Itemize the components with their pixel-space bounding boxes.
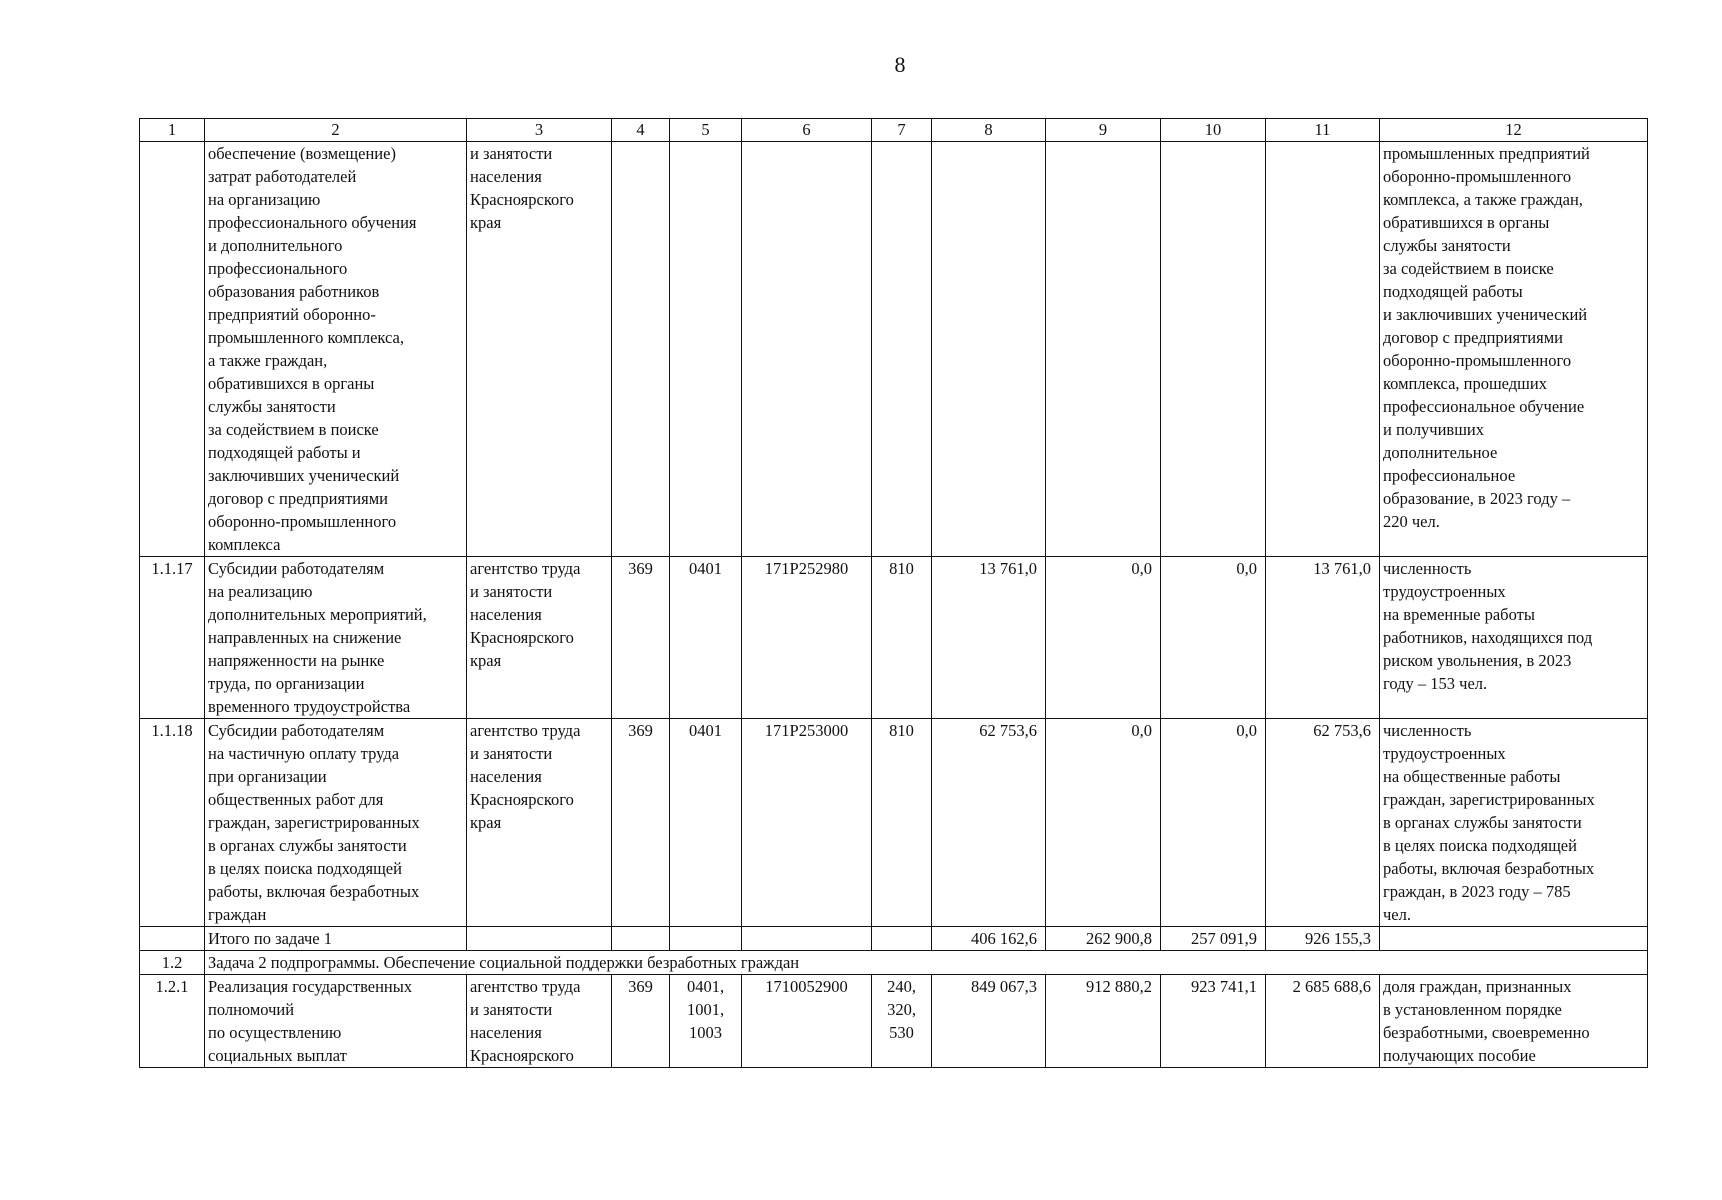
empty-cell (467, 927, 612, 951)
col-header: 4 (612, 119, 670, 142)
grbs-code: 369 (612, 975, 670, 1068)
expected-result: численность трудоустроенных на общественные работы граждан, зарегистрированных в органах службы занятости в целях поиска подходящей работы, включая безработных граждан, в 2023 году – 785 чел. (1380, 719, 1648, 927)
subtotal-2025: 257 091,9 (1161, 927, 1266, 951)
amount-2023: 62 753,6 (932, 719, 1046, 927)
col-header: 9 (1046, 119, 1161, 142)
measure-name: Субсидии работодателям на реализацию дополнительных мероприятий, направленных на снижение напряженности на рынке труда, по организации временного трудоустройства (205, 557, 467, 719)
amount-2025: 923 741,1 (1161, 975, 1266, 1068)
rzpr-code: 0401 (670, 557, 742, 719)
responsible-org: агентство труда и занятости населения Красноярского края (467, 557, 612, 719)
header-row (140, 119, 1648, 142)
vr-code: 240, 320, 530 (872, 975, 932, 1068)
col-header: 2 (205, 119, 467, 142)
row-number (140, 142, 205, 557)
vr-code (872, 142, 932, 557)
measure-name: Реализация государственных полномочий по осуществлению социальных выплат (205, 975, 467, 1068)
rzpr-code: 0401, 1001, 1003 (670, 975, 742, 1068)
amount-2024 (1046, 142, 1161, 557)
csr-code (742, 142, 872, 557)
amount-2025: 0,0 (1161, 557, 1266, 719)
responsible-org: агентство труда и занятости населения Красноярского края (467, 719, 612, 927)
grbs-code (612, 142, 670, 557)
col-header: 8 (932, 119, 1046, 142)
measure-name: Субсидии работодателям на частичную оплату труда при организации общественных работ для граждан, зарегистрированных в органах службы занятости в целях поиска подходящей работы, включая безработных граждан (205, 719, 467, 927)
amount-2023 (932, 142, 1046, 557)
row-number: 1.1.17 (140, 557, 205, 719)
col-header: 3 (467, 119, 612, 142)
col-header: 1 (140, 119, 205, 142)
amount-2024: 912 880,2 (1046, 975, 1161, 1068)
responsible-org: агентство труда и занятости населения Красноярского (467, 975, 612, 1068)
col-header: 11 (1266, 119, 1380, 142)
empty-cell (1380, 927, 1648, 951)
amount-2024: 0,0 (1046, 557, 1161, 719)
amount-2025: 0,0 (1161, 719, 1266, 927)
subtotal-total: 926 155,3 (1266, 927, 1380, 951)
measure-name: обеспечение (возмещение) затрат работодателей на организацию профессионального обучения и дополнительного профессионального образования работников предприятий оборонно- промышленного комплекса, а также граждан, обратившихся в органы службы занятости за содействием в поиске подходящей работы и заключивших ученический договор с предприятиями оборонно-промышленного комплекса (205, 142, 467, 557)
subtotal-row (140, 927, 1648, 951)
empty-cell (140, 927, 205, 951)
empty-cell (742, 927, 872, 951)
task-number: 1.2 (140, 951, 205, 975)
grbs-code: 369 (612, 719, 670, 927)
amount-2023: 849 067,3 (932, 975, 1046, 1068)
col-header: 5 (670, 119, 742, 142)
grbs-code: 369 (612, 557, 670, 719)
table-row (140, 975, 1648, 1068)
table-row (140, 719, 1648, 927)
amount-2023: 13 761,0 (932, 557, 1046, 719)
page-number: 8 (894, 52, 906, 77)
program-table (139, 118, 1648, 1068)
rzpr-code (670, 142, 742, 557)
csr-code: 1710052900 (742, 975, 872, 1068)
table-row (140, 142, 1648, 557)
vr-code: 810 (872, 557, 932, 719)
empty-cell (612, 927, 670, 951)
amount-total: 62 753,6 (1266, 719, 1380, 927)
task-row (140, 951, 1648, 975)
col-header: 6 (742, 119, 872, 142)
amount-total: 2 685 688,6 (1266, 975, 1380, 1068)
vr-code: 810 (872, 719, 932, 927)
expected-result: промышленных предприятий оборонно-промышленного комплекса, а также граждан, обратившихся в органы службы занятости за содействием в поиске подходящей работы и заключивших ученический договор с предприятиями оборонно-промышленного комплекса, прошедших профессиональное обучение и получивших дополнительное профессиональное образование, в 2023 году – 220 чел. (1380, 142, 1648, 557)
row-number: 1.2.1 (140, 975, 205, 1068)
csr-code: 171P253000 (742, 719, 872, 927)
col-header: 12 (1380, 119, 1648, 142)
col-header: 7 (872, 119, 932, 142)
empty-cell (872, 927, 932, 951)
expected-result: доля граждан, признанных в установленном порядке безработными, своевременно получающих пособие (1380, 975, 1648, 1068)
responsible-org: и занятости населения Красноярского края (467, 142, 612, 557)
subtotal-label: Итого по задаче 1 (205, 927, 467, 951)
amount-total: 13 761,0 (1266, 557, 1380, 719)
empty-cell (670, 927, 742, 951)
rzpr-code: 0401 (670, 719, 742, 927)
row-number: 1.1.18 (140, 719, 205, 927)
subtotal-2023: 406 162,6 (932, 927, 1046, 951)
csr-code: 171P252980 (742, 557, 872, 719)
subtotal-2024: 262 900,8 (1046, 927, 1161, 951)
amount-2025 (1161, 142, 1266, 557)
expected-result: численность трудоустроенных на временные работы работников, находящихся под риском увольнения, в 2023 году – 153 чел. (1380, 557, 1648, 719)
task-title: Задача 2 подпрограммы. Обеспечение социальной поддержки безработных граждан (205, 951, 1648, 975)
amount-2024: 0,0 (1046, 719, 1161, 927)
table-row (140, 557, 1648, 719)
col-header: 10 (1161, 119, 1266, 142)
amount-total (1266, 142, 1380, 557)
